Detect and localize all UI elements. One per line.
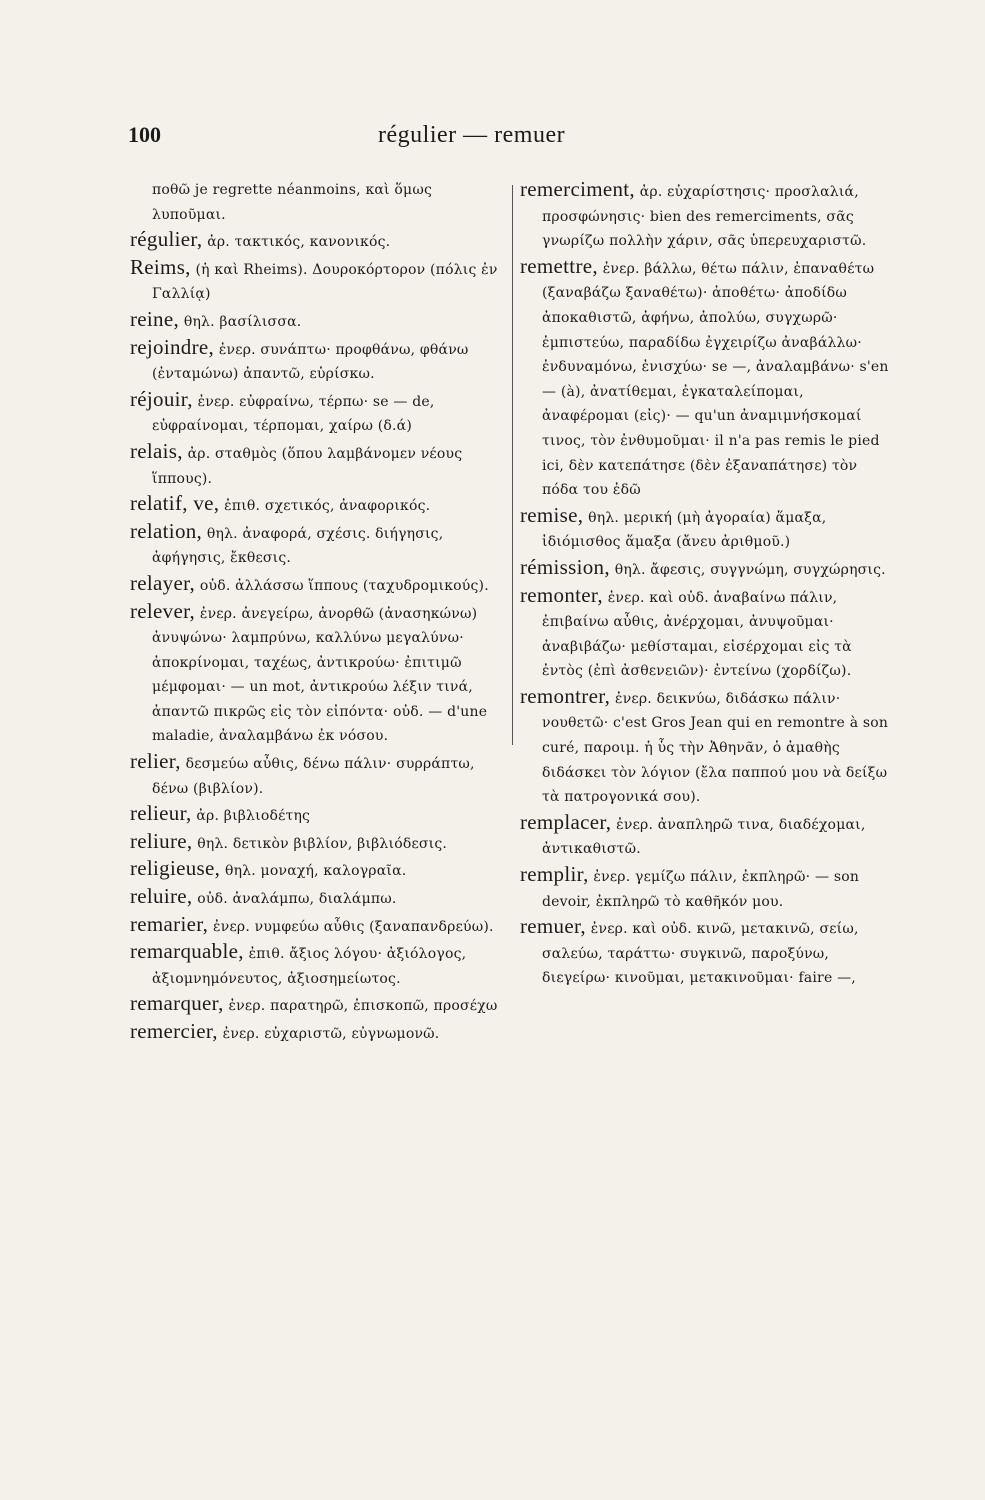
- dictionary-entry: [520, 556, 895, 583]
- entry-definition: ἐνερ. δεικνύω, διδάσκω πάλιν· νουθετῶ· c'est Gros Jean qui en remontre à son curé, παροιμ. ἡ ὗς τὴν Ἀθηνᾶν, ὁ ἀμαθὴς διδάσκει τὸν λόγιον (ἔλα παππού μου νὰ δείξω τὰ πατρογονικά σου).: [542, 690, 889, 806]
- entry-definition: θηλ. βασίλισσα.: [183, 313, 302, 330]
- entry-headword: reliure,: [130, 828, 193, 853]
- entry-headword: remarquer,: [130, 991, 224, 1016]
- entry-headword: remplacer,: [520, 809, 612, 834]
- entry-headword: remarquable,: [130, 939, 244, 964]
- dictionary-entry: [130, 857, 505, 884]
- entry-definition: οὐδ. ἀλλάσσω ἵππους (ταχυδρομικούς).: [199, 577, 489, 594]
- dictionary-entry: [130, 440, 505, 491]
- entry-definition: ποθῶ je regrette néanmoins, καὶ ὅμως λυποῦμαι.: [152, 182, 432, 223]
- dictionary-entry: [130, 913, 505, 940]
- entry-definition: ἐνερ. εὐφραίνω, τέρπω· se — de, εὐφραίνομαι, τέρπομαι, χαίρω (δ.ά): [152, 393, 435, 435]
- entry-definition: ἐνερ. καὶ οὐδ. ἀναβαίνω πάλιν, ἐπιβαίνω αὖθις, ἀνέρχομαι, ἀνυψοῦμαι· ἀναβιβάζω· μεθίσταμαι, εἰσέρχομαι εἰς τὰ ἐντὸς (ἐπὶ ἀσθενειῶν)· ἐντείνω (χορδίζω).: [542, 589, 852, 680]
- entry-headword: relatif, ve,: [130, 491, 220, 516]
- entry-headword: remercier,: [130, 1019, 218, 1043]
- dictionary-entry: [130, 572, 505, 599]
- entry-headword: remontrer,: [520, 683, 611, 708]
- entry-definition: δεσμεύω αὖθις, δένω πάλιν· συρράπτω, δένω (βιβλίον).: [152, 756, 475, 797]
- dictionary-entry: [130, 308, 505, 335]
- entry-headword: rémission,: [520, 554, 610, 579]
- entry-headword: rejoindre,: [130, 334, 215, 359]
- entry-headword: relier,: [130, 749, 181, 774]
- entry-headword: remise,: [520, 502, 584, 527]
- dictionary-entry: [520, 915, 895, 991]
- dictionary-entry: [130, 940, 505, 991]
- entry-definition: ἀρ. βιβλιοδέτης: [196, 808, 311, 825]
- entry-definition: θηλ. δετικὸν βιβλίον, βιβλιόδεσις.: [197, 835, 448, 852]
- entry-definition: ἐνερ. γεμίζω πάλιν, ἐκπληρῶ· — son devoir, ἐκπληρῶ τὸ καθῆκόν μου.: [542, 869, 860, 910]
- dictionary-entry: [520, 255, 895, 503]
- entry-headword: religieuse,: [130, 856, 221, 881]
- entry-headword: Reims,: [130, 254, 191, 279]
- entry-definition: θηλ. μοναχή, καλογραῖα.: [224, 863, 407, 880]
- entry-headword: relever,: [130, 598, 196, 623]
- entry-definition: ἐνερ. ἀνεγείρω, ἀνορθῶ (ἀνασηκώνω) ἀνυψώνω· λαμπρύνω, καλλύνω μεγαλύνω· ἀποκρίνομαι, ταχέως, ἀντικρούω· ἐπιτιμῶ μέμφομαι· — un mot, ἀντικρούω λέξιν τινά, ἀπαντῶ πικρῶς εἰς τὸν εἰπόντα· οὐδ. — d'une maladie, ἀναλαμβάνω ἐκ νόσου.: [152, 605, 488, 745]
- entry-definition: ἐνερ. βάλλω, θέτω πάλιν, ἐπαναθέτω (ξαναβάζω ξαναθέτω)· ἀποθέτω· ἀποδίδω ἀποκαθιστῶ, ἀφήνω, ἀπολύω, συγχωρῶ· ἐμπιστεύω, παραδίδω ἐγχειρίζω ἀναβάλλω· ἐνδυναμόνω, ἐνισχύω· se —, ἀναλαμβάνω· s'en — (à), ἀνατίθεμαι, ἐγκαταλείπομαι, ἀναφέρομαι (εἰς)· — qu'un ἀναμιμνήσκομαί τινος, τὸν ἐνθυμοῦμαι· il n'a pas remis le pied ici, δὲν κατεπάτησε (δὲν ἐξαναπάτησε) τὸν πόδα του ἐδῶ: [542, 260, 889, 499]
- dictionary-entry: [520, 811, 895, 862]
- entry-definition: οὐδ. ἀναλάμπω, διαλάμπω.: [197, 891, 397, 908]
- entry-definition: ἐπιθ. σχετικός, ἀναφορικός.: [224, 498, 431, 515]
- entry-definition: ἐνερ. καὶ οὐδ. κινῶ, μετακινῶ, σείω, σαλεύω, ταράττω· συγκινῶ, παροξύνω, διεγείρω· κινοῦμαι, μετακινοῦμαι· faire —,: [542, 921, 859, 987]
- entry-headword: remuer,: [520, 914, 586, 939]
- dictionary-entry: [130, 178, 505, 227]
- entry-definition: (ἡ καὶ Rheims). Δουροκόρτορον (πόλις ἐν Γαλλίᾳ): [152, 261, 498, 303]
- entry-headword: reine,: [130, 306, 180, 331]
- entry-definition: θηλ. ἄφεσις, συγγνώμη, συγχώρησις.: [614, 561, 886, 578]
- dictionary-entry: [130, 992, 505, 1019]
- entry-headword: reluire,: [130, 884, 193, 909]
- entry-headword: remonter,: [520, 582, 603, 607]
- dictionary-entry: [520, 863, 895, 914]
- entry-definition: ἐνερ. εὐχαριστῶ, εὐγνωμονῶ.: [222, 1026, 440, 1042]
- entry-definition: ἀρ. σταθμὸς (ὅπου λαμβάνομεν νέους ἵππους).: [152, 445, 463, 487]
- entry-headword: relieur,: [130, 801, 192, 826]
- entry-headword: régulier,: [130, 227, 203, 252]
- running-head: régulier — remuer: [378, 122, 566, 148]
- dictionary-entry: [130, 600, 505, 750]
- right-column: [520, 178, 895, 1428]
- entry-definition: ἐπιθ. ἄξιος λόγου· ἀξιόλογος, ἀξιομνημόνευτος, ἀξιοσημείωτος.: [152, 946, 467, 987]
- entry-headword: relais,: [130, 438, 183, 463]
- entry-headword: remplir,: [520, 862, 589, 887]
- dictionary-entry: [520, 504, 895, 555]
- page-number: 100: [128, 122, 161, 147]
- dictionary-entry: [130, 520, 505, 571]
- dictionary-entry: [130, 885, 505, 912]
- dictionary-entry: [130, 228, 505, 255]
- dictionary-entry: [130, 1020, 505, 1047]
- dictionary-entry: [130, 830, 505, 857]
- entry-definition: θηλ. μερική (μὴ ἀγοραία) ἅμαξα, ἰδιόμισθος ἅμαξα (ἄνευ ἀριθμοῦ.): [542, 509, 827, 551]
- entry-headword: remarier,: [130, 911, 209, 936]
- dictionary-entry: [130, 336, 505, 387]
- entry-definition: ἐνερ. παρατηρῶ, ἐπισκοπῶ, προσέχω: [228, 998, 498, 1015]
- entry-headword: réjouir,: [130, 386, 193, 411]
- column-divider: [512, 185, 513, 745]
- entry-headword: relayer,: [130, 570, 196, 595]
- entry-definition: ἀρ. εὐχαρίστησις· προσλαλιά, προσφώνησις· bien des remerciments, σᾶς γνωρίζω πολλὴν χάριν, σᾶς ὑπερευχαριστῶ.: [542, 184, 867, 250]
- entry-definition: ἀρ. τακτικός, κανονικός.: [207, 234, 391, 251]
- entry-definition: ἐνερ. συνάπτω· προφθάνω, φθάνω (ἐνταμώνω) ἀπαντῶ, εὑρίσκω.: [152, 341, 469, 383]
- dictionary-entry: [130, 750, 505, 801]
- entry-definition: θηλ. ἀναφορά, σχέσις. διήγησις, ἀφήγησις, ἔκθεσις.: [152, 525, 444, 567]
- dictionary-entry: [130, 388, 505, 439]
- dictionary-entry: [130, 256, 505, 307]
- entry-definition: ἐνερ. ἀναπληρῶ τινα, διαδέχομαι, ἀντικαθιστῶ.: [542, 816, 866, 858]
- left-column: [130, 178, 505, 1428]
- dictionary-entry: [130, 492, 505, 519]
- dictionary-entry: [520, 685, 895, 810]
- dictionary-entry: [520, 178, 895, 254]
- entry-definition: ἐνερ. νυμφεύω αὖθις (ξαναπανδρεύω).: [213, 918, 494, 935]
- entry-headword: relation,: [130, 518, 203, 543]
- entry-headword: remerciment,: [520, 178, 635, 201]
- page-header: [128, 122, 888, 162]
- dictionary-entry: [520, 584, 895, 684]
- dictionary-entry: [130, 802, 505, 829]
- entry-headword: remettre,: [520, 253, 598, 278]
